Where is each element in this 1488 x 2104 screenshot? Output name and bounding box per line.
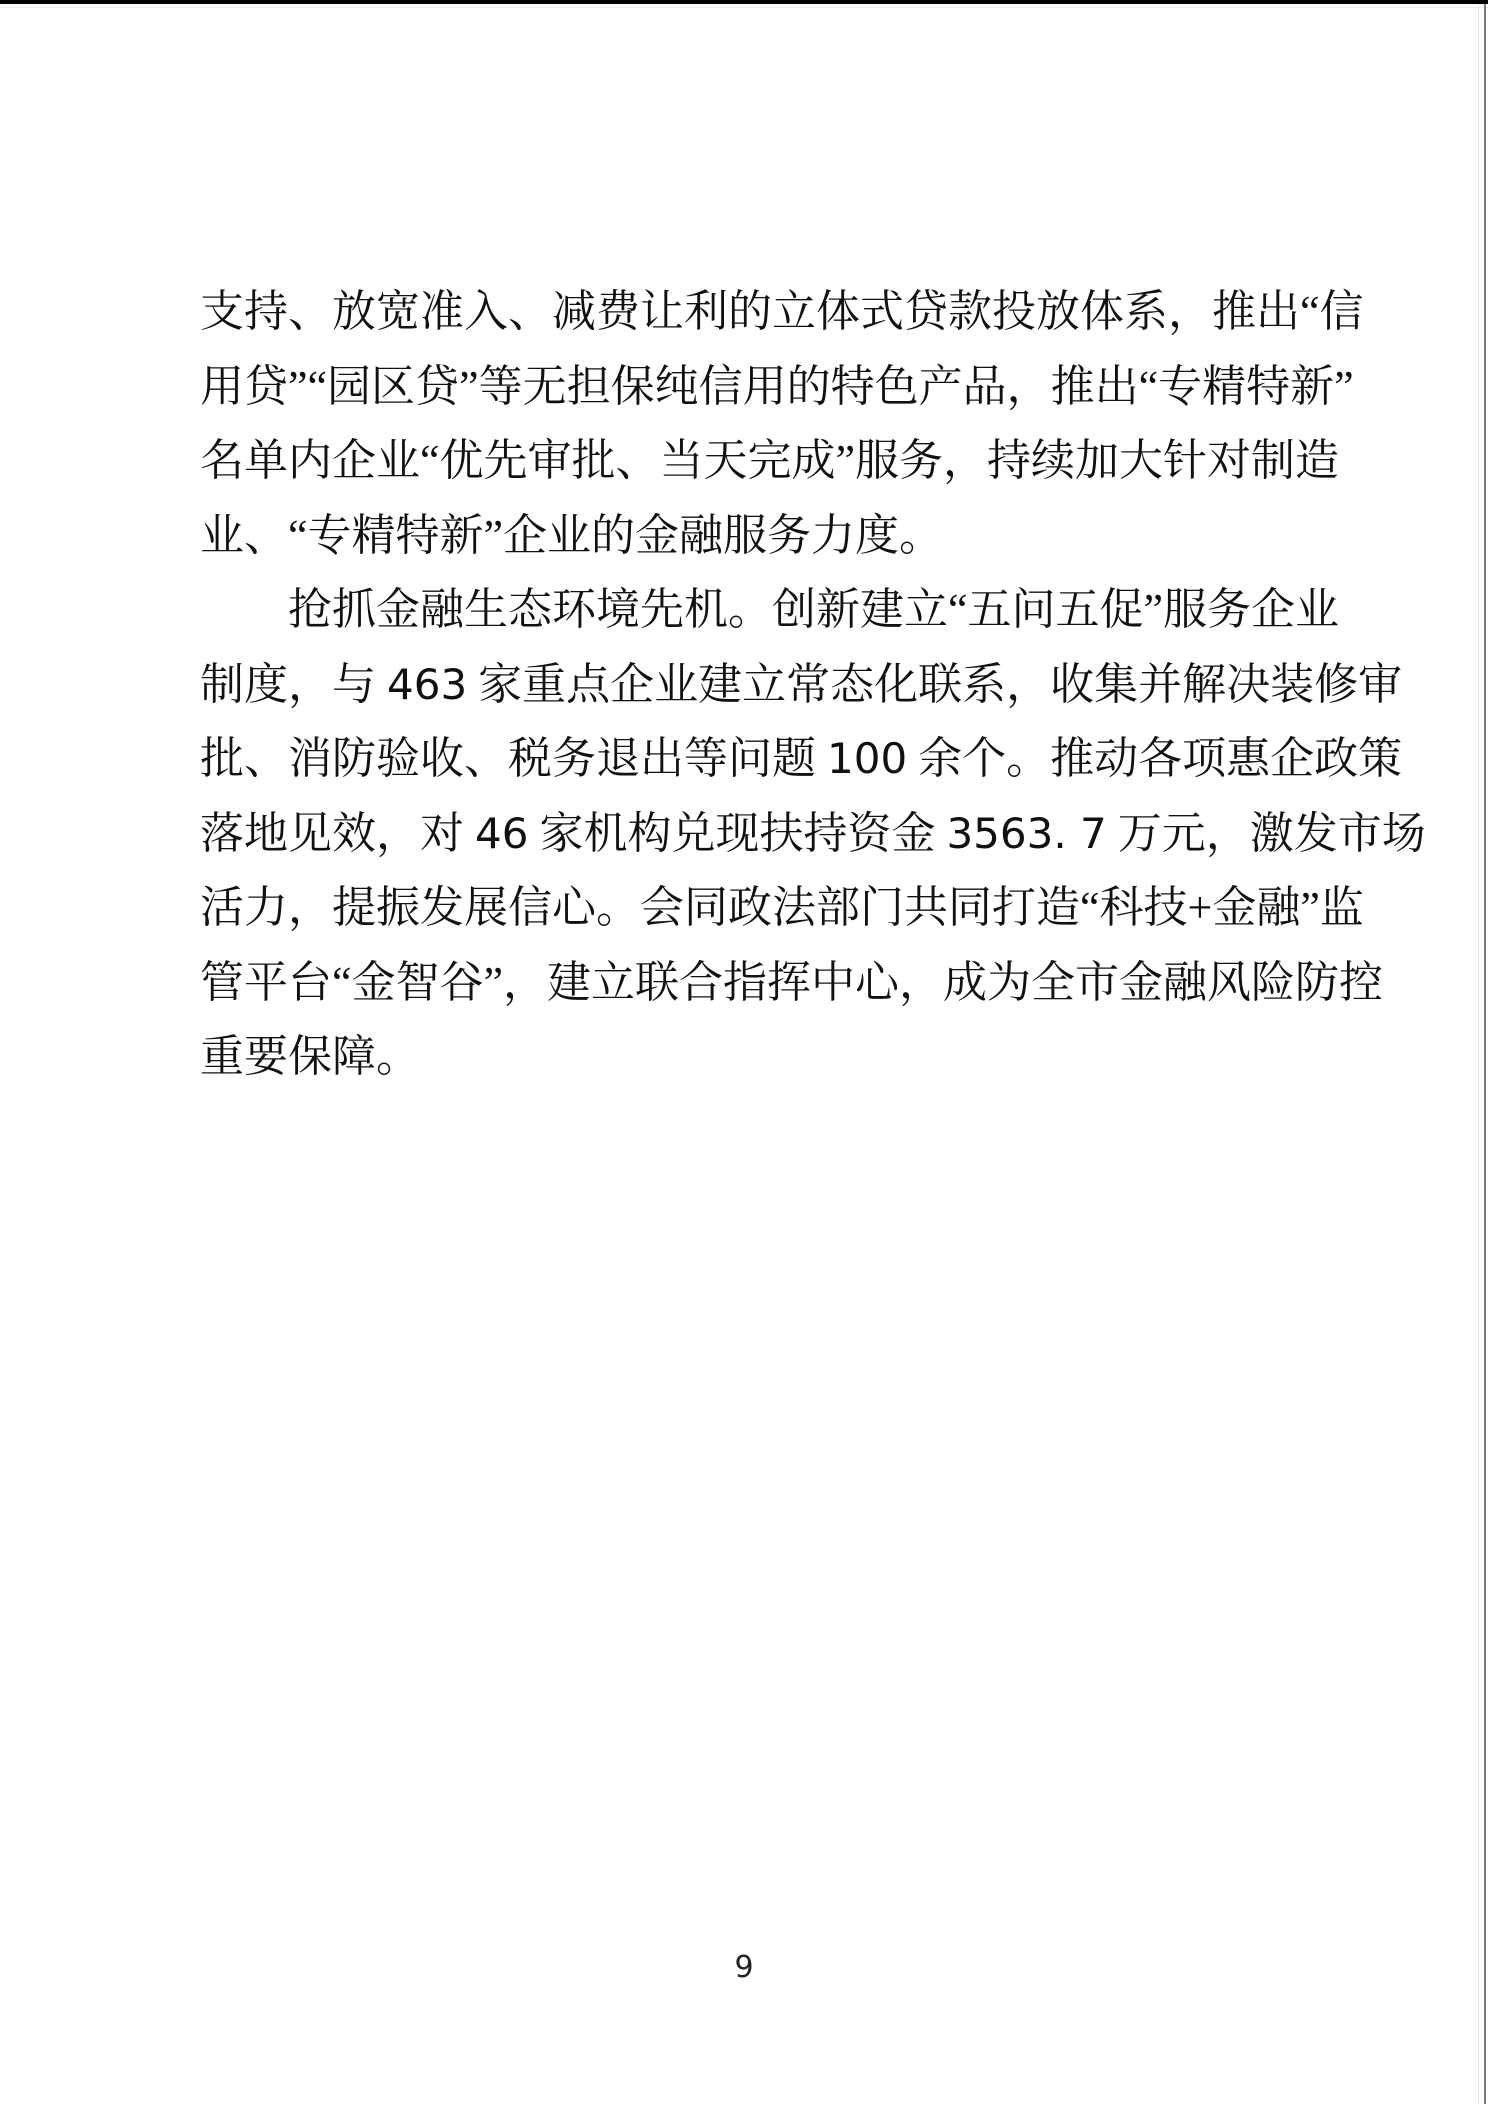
page-number: 9 [734,1950,754,1985]
text-line: 批、消防验收、税务退出等问题 100 余个。推动各项惠企政策 [200,734,1403,783]
right-edge-line [1484,4,1486,2104]
text-line: 名单内企业“优先审批、当天完成”服务，持续加大针对制造 [200,436,1340,485]
text-block [200,275,1426,1095]
right-edge-faint-line [1478,4,1479,2104]
text-line: 落地见效，对 46 家机构兑现扶持资金 3563. 7 万元，激发市场 [200,808,1426,858]
text-line: 业、“专精特新”企业的金融服务力度。 [200,510,944,560]
text-line: 制度，与 463 家重点企业建立常态化联系，收集并解决装修审 [200,659,1403,709]
text-line: 重要保障。 [200,1032,420,1081]
text-line: 支持、放宽准入、减费让利的立体式贷款投放体系，推出“信 [200,287,1364,336]
window-top-border [0,0,1488,4]
text-line: 抢抓金融生态环境先机。创新建立“五问五促”服务企业 [288,585,1340,634]
top-hairline [0,7,1488,8]
text-line: 活力，提振发展信心。会同政法部门共同打造“科技+金融”监 [200,883,1364,932]
text-line: 用贷”“园区贷”等无担保纯信用的特色产品，推出“专精特新” [200,361,1354,411]
text-line: 管平台“金智谷”，建立联合指挥中心，成为全市金融风险防控 [200,957,1384,1007]
